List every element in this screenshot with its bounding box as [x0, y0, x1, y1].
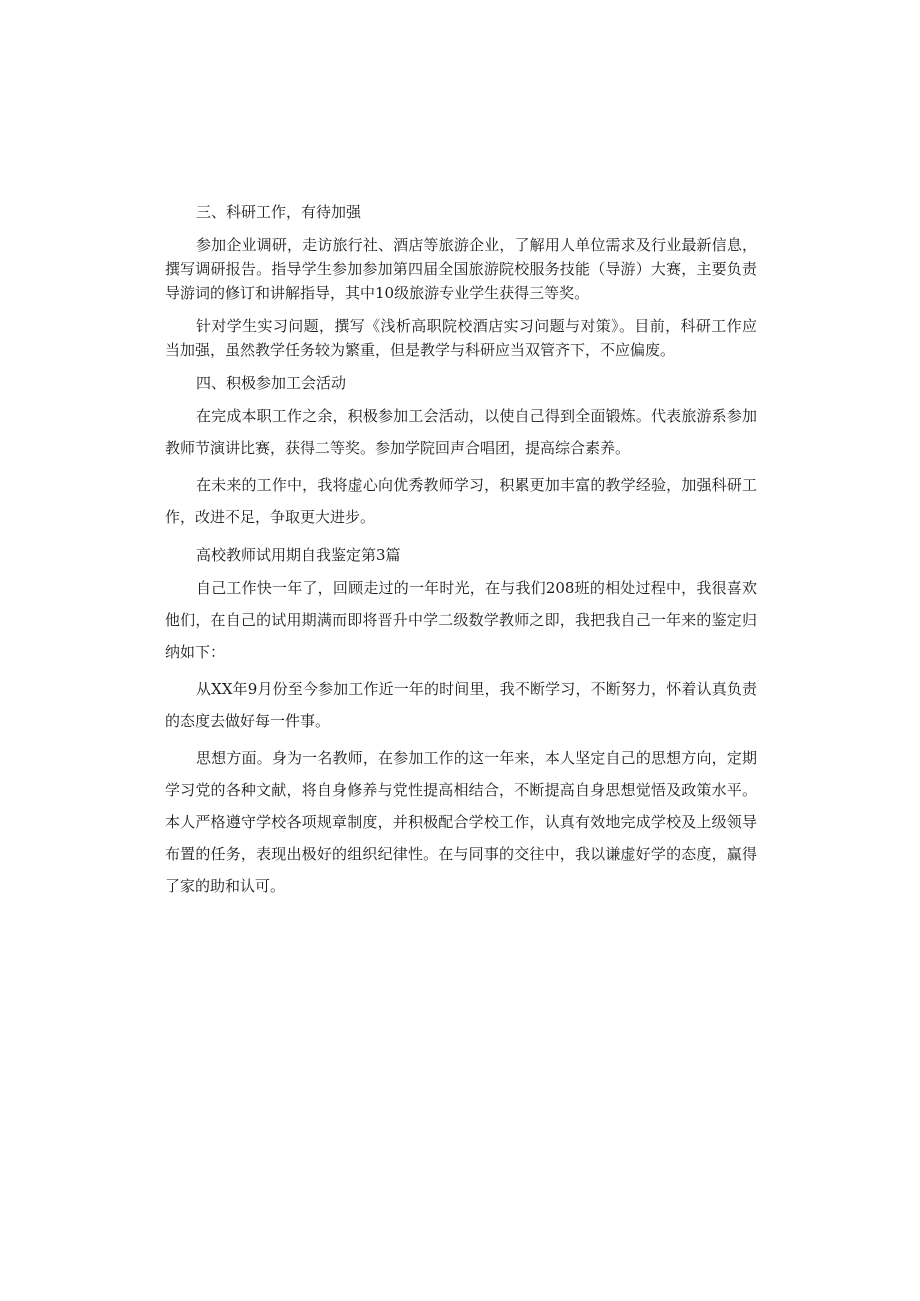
- section3-heading: 三、科研工作，有待加强: [196, 203, 362, 221]
- future-paragraph: 在未来的工作中，我将虚心向优秀教师学习，积累更加丰富的教学经验，加强科研工作，改进不足，争取更大进步。: [165, 476, 757, 526]
- section3-paragraph-1: 参加企业调研，走访旅行社、酒店等旅游企业，了解用人单位需求及行业最新信息，撰写调研报告。指导学生参加参加第四届全国旅游院校服务技能（导游）大赛，主要负责导游词的修订和讲解指导，其中10级旅游专业学生获得三等奖。: [165, 236, 757, 302]
- article3-title: 高校教师试用期自我鉴定第3篇: [196, 546, 401, 564]
- section4-paragraph-1: 在完成本职工作之余，积极参加工会活动，以使自己得到全面锻炼。代表旅游系参加教师节演讲比赛，获得二等奖。参加学院回声合唱团，提高综合素养。: [165, 407, 757, 457]
- section4-heading: 四、积极参加工会活动: [196, 374, 347, 392]
- article3-paragraph-3: 思想方面。身为一名教师，在参加工作的这一年来，本人坚定自己的思想方向，定期学习党的各种文献，将自身修养与党性提高相结合，不断提高自身思想觉悟及政策水平。本人严格遵守学校各项规章制度，并积极配合学校工作，认真有效地完成学校及上级领导布置的任务，表现出极好的组织纪律性。在与同事的交往中，我以谦虚好学的态度，赢得了家的助和认可。: [165, 749, 757, 895]
- document-body: [165, 200, 757, 902]
- section3-paragraph-2: 针对学生实习问题，撰写《浅析高职院校酒店实习问题与对策》。目前，科研工作应当加强，虽然教学任务较为繁重，但是教学与科研应当双管齐下，不应偏废。: [165, 317, 757, 359]
- article3-paragraph-2: 从XX年9月份至今参加工作近一年的时间里，我不断学习，不断努力，怀着认真负责的态度去做好每一件事。: [165, 680, 757, 730]
- article3-paragraph-1: 自己工作快一年了，回顾走过的一年时光，在与我们208班的相处过程中，我很喜欢他们，在自己的试用期满而即将晋升中学二级数学教师之即，我把我自己一年来的鉴定归纳如下：: [165, 579, 757, 661]
